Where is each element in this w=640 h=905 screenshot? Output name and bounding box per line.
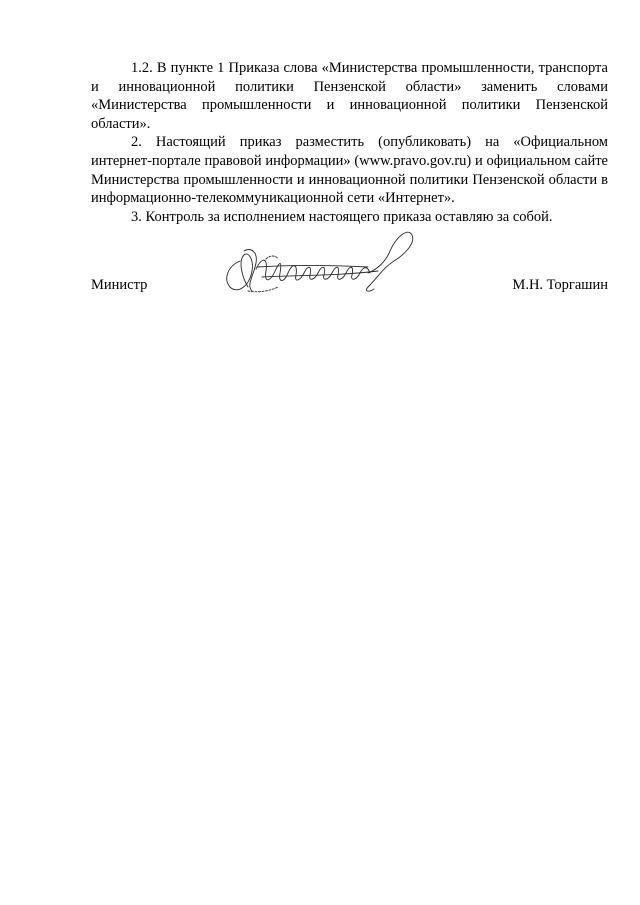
paragraph-1-2: 1.2. В пункте 1 Приказа слова «Министерства промышленности, транспорта и инновационной политики Пензенской области» заменить словами «Министерства промышленности и инновационной политики Пензенской области». bbox=[91, 60, 608, 132]
document-body bbox=[91, 59, 608, 226]
signer-name: М.Н. Торгашин bbox=[512, 277, 608, 293]
signature-block bbox=[91, 270, 608, 310]
paragraph-2: 2. Настоящий приказ разместить (опубликовать) на «Официальном интернет-портале правовой информации» (www.pravo.gov.ru) и официальном сайте Министерства промышленности и инновационной политики Пензенской области в информационно-телекоммуникационной сети «Интернет». bbox=[91, 134, 608, 207]
signer-role: Министр bbox=[91, 277, 148, 293]
paragraph-3: 3. Контроль за исполнением настоящего приказа оставляю за собой. bbox=[131, 208, 553, 225]
